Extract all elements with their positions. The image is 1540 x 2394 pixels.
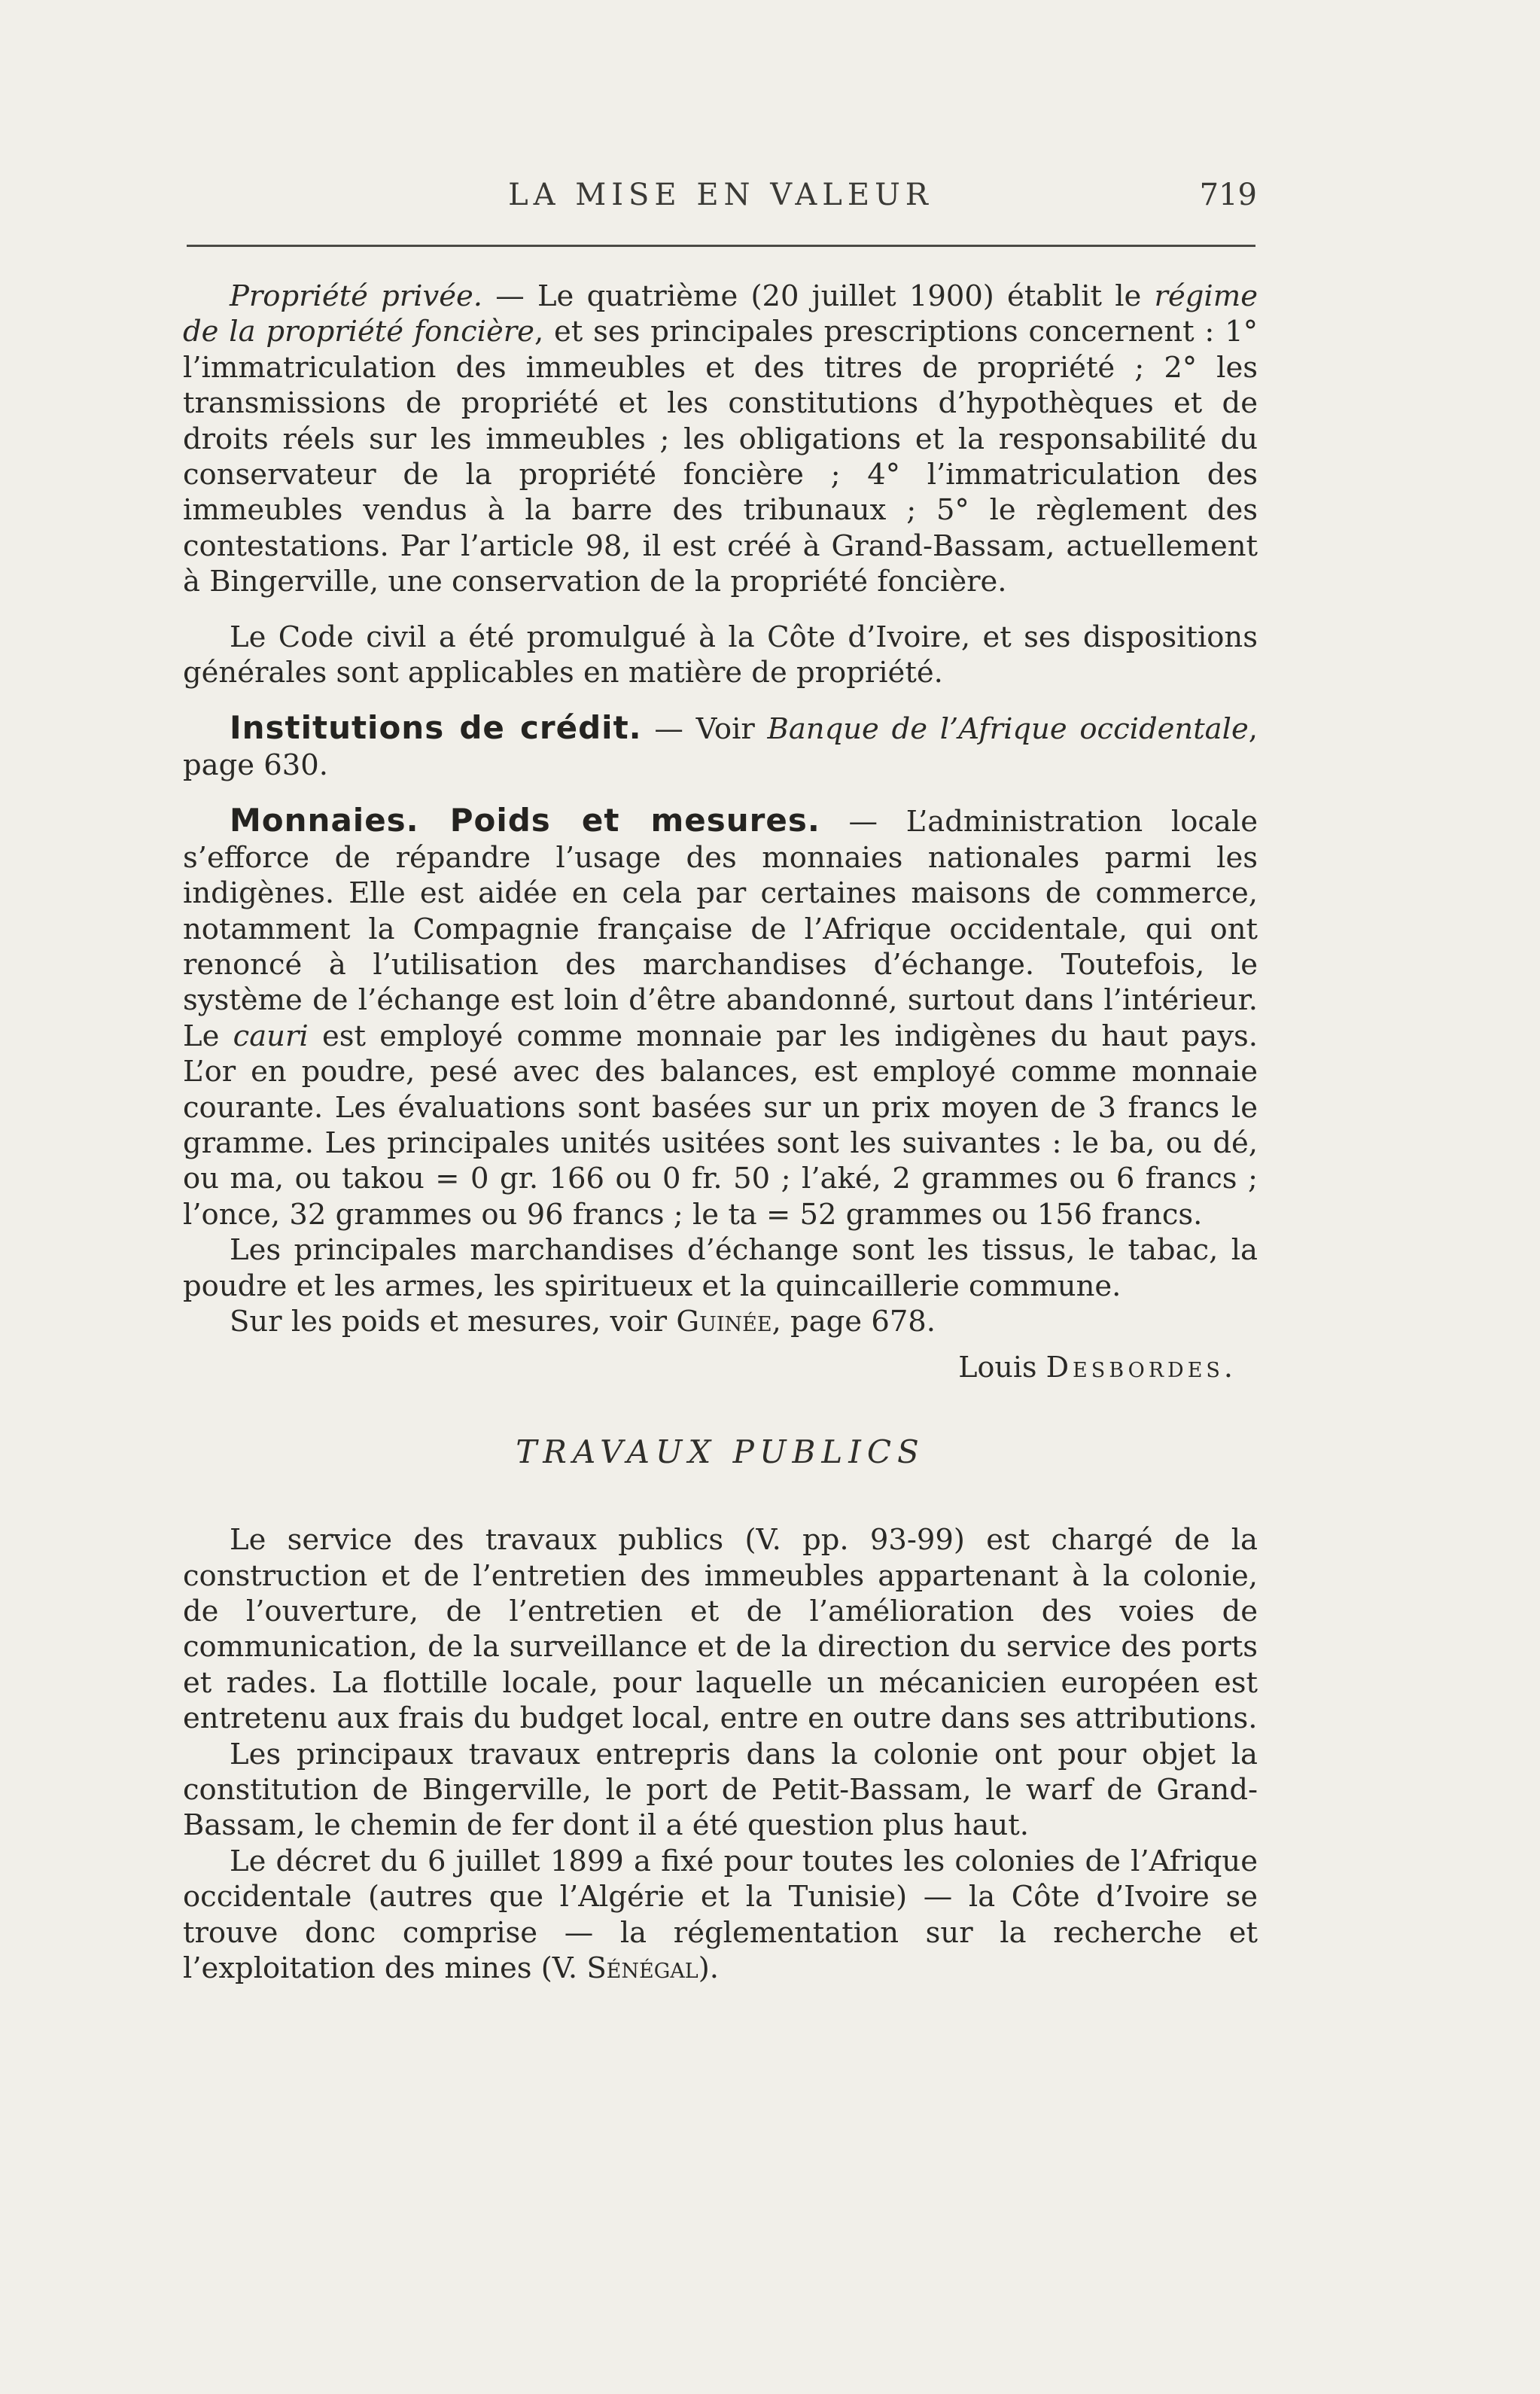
paragraph-marchandises: Les principales marchandises d’échange sont les tissus, le tabac, la poudre et les armes, les spiritueux et la quincaillerie commune. [183,1233,1258,1303]
body-text [183,279,1258,1986]
author-first-name: Louis [958,1351,1046,1384]
propriete-emphasis: régime de la propriété foncière [183,279,1258,349]
page-number: 719 [1199,178,1257,212]
page-header [184,178,1257,230]
author-signature [183,1350,1258,1385]
paragraph-code-civil: Le Code civil a été promulgué à la Côte d’Ivoire, et ses dispositions générales sont applicables en matière de propriété. [183,620,1258,690]
monnaies-text-2: est employé comme monnaie par les indigènes du haut pays. L’or en poudre, pesé avec des balances, est employé comme monnaie courante. Les évaluations sont basées sur un prix moyen de 3 francs le gramme. Les principales unités usitées sont les suivantes : le ba, ou dé, ou ma, ou takou = 0 gr. 166 ou 0 fr. 50 ; l’aké, 2 grammes ou 6 francs ; l’once, 32 grammes ou 96 francs ; le ta = 52 grammes ou 156 francs. [183,1019,1258,1232]
paragraph-decret [183,1844,1258,1987]
monnaies-emphasis: cauri [233,1019,309,1053]
author-last-name: Desbordes. [1045,1351,1237,1384]
institutions-reference: Banque de l’Afrique occidentale [767,712,1249,747]
decret-reference: Sénégal [586,1951,698,1986]
paragraph-monnaies [183,803,1258,1232]
poids-text-2: , page 678. [772,1304,936,1339]
running-title: LA MISE EN VALEUR [508,178,933,212]
decret-text-1: Le décret du 6 juillet 1899 a fixé pour toutes les colonies de l’Afrique occidentale (autres que l’Algérie et la Tunisie) — la Côte d’Ivoire se trouve donc comprise — la réglementation sur la recherche et l’exploitation des mines (V. [183,1844,1258,1986]
monnaies-heading: Monnaies. Poids et mesures. [230,802,820,839]
paragraph-travaux-2: Les principaux travaux entrepris dans la colonie ont pour objet la constitution de Bingerville, le port de Petit-Bassam, le warf de Grand-Bassam, le chemin de fer dont il a été question plus haut. [183,1737,1258,1843]
paragraph-travaux-1: Le service des travaux publics (V. pp. 93-99) est chargé de la construction et de l’entretien des immeubles appartenant à la colonie, de l’ouverture, de l’entretien et de l’amélioration des voies de communication, de la surveillance et de la direction du service des ports et rades. La flottille locale, pour laquelle un mécanicien européen est entretenu aux frais du budget local, entre en outre dans ses attributions. [183,1523,1258,1736]
paragraph-poids-mesures [183,1304,1258,1339]
propriete-text-1: — Le quatrième (20 juillet 1900) établit le [482,279,1155,313]
section-title: TRAVAUX PUBLICS [516,1433,925,1470]
header-rule [187,245,1255,247]
propriete-text-2: , et ses principales prescriptions concernent : 1° l’immatriculation des immeubles et des titres de propriété ; 2° les transmissions de propriété et les constitutions d’hypothèques et de droits réels sur les immeubles ; les obligations et la responsabilité du conservateur de la propriété foncière ; 4° l’immatriculation des immeubles vendus à la barre des tribunaux ; 5° le règlement des contestations. Par l’article 98, il est créé à Grand-Bassam, actuellement à Bingerville, une conservation de la propriété foncière. [183,315,1258,599]
poids-text-1: Sur les poids et mesures, voir [230,1304,677,1339]
institutions-text-1: — Voir [641,712,768,747]
decret-text-2: ). [698,1951,719,1986]
propriete-label: Propriété privée. [230,279,483,313]
paragraph-propriete [183,279,1258,600]
institutions-text-2: , page 630. [183,712,1258,782]
paragraph-institutions [183,710,1258,783]
poids-reference: Guinée [676,1304,772,1339]
monnaies-text-1: — L’administration locale s’efforce de répandre l’usage des monnaies nationales parmi les indigènes. Elle est aidée en cela par certaines maisons de commerce, notamment la Compagnie française de l’Afrique occidentale, qui ont renoncé à l’utilisation des marchandises d’échange. Toutefois, le système de l’échange est loin d’être abandonné, surtout dans l’intérieur. Le [183,805,1258,1053]
institutions-heading: Institutions de crédit. [230,709,642,747]
